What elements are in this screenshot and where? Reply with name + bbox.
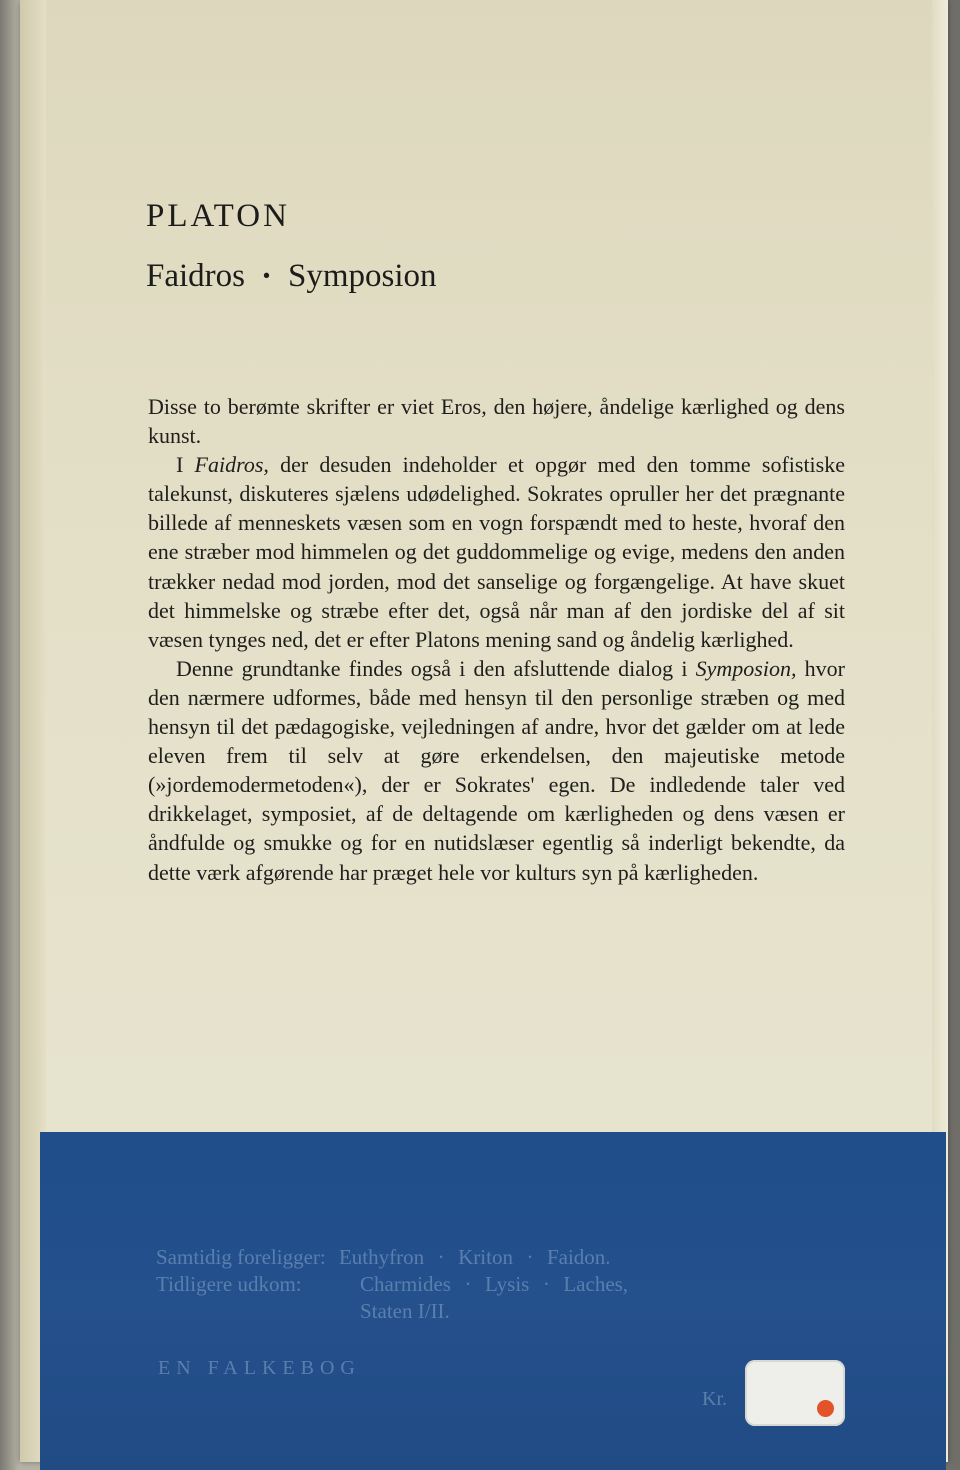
series-previous-titles — [360, 1272, 628, 1297]
series-title: Faidon. — [546, 1245, 611, 1269]
publisher-name: EN FALKEBOG — [158, 1357, 361, 1379]
series-previous-line2: Staten I/II. — [360, 1299, 450, 1323]
series-title: Euthyfron — [338, 1245, 425, 1269]
blurb-p2-rest: der desuden indeholder et opgør med den tomme sofistiske talekunst, diskuteres sjælens udødelighed. Sokrates opruller her det prægnante billede af menneskets væsen som en vogn forspændt med to heste, hvoraf den ene stræber mod himmelen og det guddommelige og evige, medens den anden trækker nedad mod jorden, mod det sanselige og forgængelige. At have skuet det himmelske og stræbe efter det, også når man af den jordiske del af sit væsen tynges ned, det er efter Platons mening sand og åndelig kærlighed. — [148, 452, 845, 652]
series-title: Laches, — [563, 1272, 629, 1296]
sticker-dot-icon — [817, 1400, 834, 1417]
book-title — [146, 258, 437, 295]
series-previous-label: Tidligere udkom: — [156, 1272, 302, 1296]
blurb-p3-prefix: Denne grundtanke findes også i den afsluttende dialog i — [176, 655, 696, 681]
blurb-p2-italic: Faidros, — [194, 452, 269, 478]
series-title: Charmides — [360, 1272, 451, 1296]
series-title: Lysis — [484, 1272, 530, 1296]
title-symposion: Symposion — [288, 258, 437, 294]
blurb — [148, 392, 845, 887]
series-sep: · — [542, 1272, 550, 1296]
series-title: Kriton — [458, 1245, 513, 1269]
blurb-paragraph-2 — [148, 450, 845, 654]
series-current-label: Samtidig foreligger: — [156, 1245, 326, 1269]
title-separator: · — [261, 258, 273, 294]
title-faidros: Faidros — [146, 258, 245, 294]
blurb-paragraph-1: Disse to berømte skrifter er viet Eros, den højere, åndelige kærlighed og dens kunst. — [148, 394, 845, 449]
blurb-p2-prefix: I — [176, 452, 195, 478]
price-label: Kr. — [702, 1388, 727, 1410]
series-sep: · — [464, 1272, 472, 1296]
blurb-p3-rest: hvor den nærmere udformes, både med hensyn til den personlige stræben og med hensyn til det pædagogiske, vejledningen af andre, hvor det gælder om at lede eleven frem til selv at gøre erkendelsen, den majeutiske metode (»jordemodermetoden«), der er Sokrates' egen. De indledende taler ved drikkelaget, symposiet, af de deltagende om kærligheden og dens væsen er åndfulde og smukke og for en nutidslæser egentlig så inderligt bekendte, da dette værk afgørende har præget hele vor kulturs syn på kærligheden. — [148, 655, 845, 885]
price-sticker — [745, 1360, 845, 1426]
series-sep: · — [526, 1245, 534, 1269]
series-current-row — [156, 1245, 611, 1270]
blurb-paragraph-3 — [148, 654, 845, 887]
author-name: PLATON — [146, 198, 290, 234]
series-sep: · — [437, 1245, 445, 1269]
blurb-p3-italic: Symposion, — [695, 655, 797, 681]
